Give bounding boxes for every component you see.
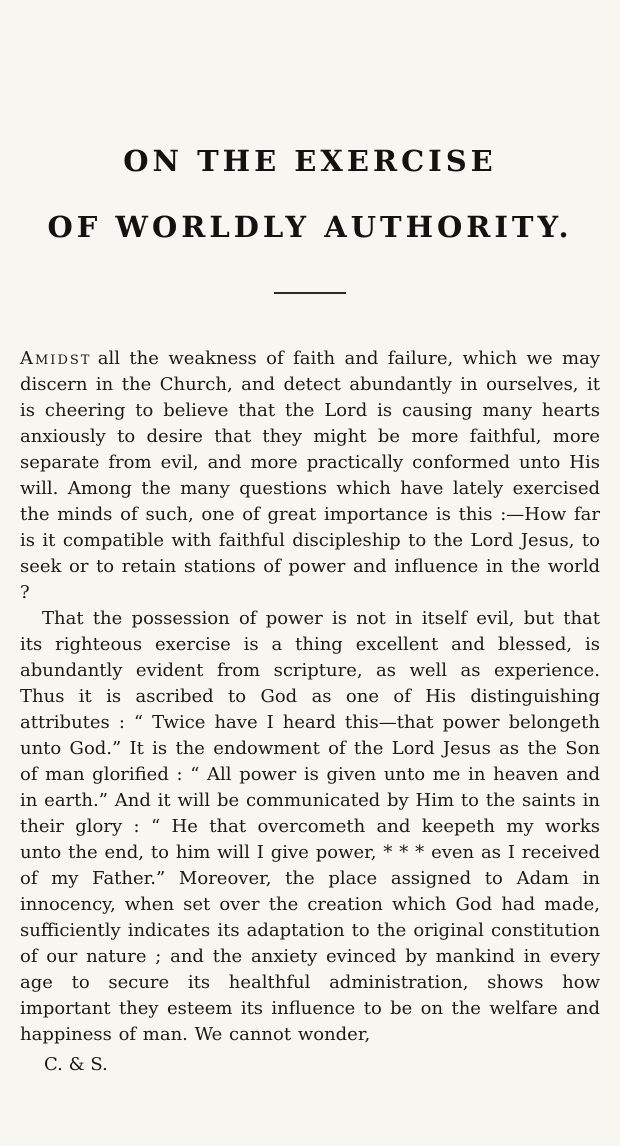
paragraph-text: That the possession of power is not in itself evil, but that its righteous exercise is a thing excellent and blessed, is abundantly evident from scripture, as well as experience. Thus it is ascribed to God as one of His distinguishing attributes : “ Twice have I heard this—that power belongeth unto God.” It is the endowment of the Lord Jesus as the Son of man glorified : “ All power is given unto me in heaven and in earth.” And it will be communicated by Him to the saints in their glory : “ He that overcometh and keepeth my works unto the end, to him will I give power, * * * even as I received of my Father.” Moreover, the place assigned to Adam in innocency, when set over the creation which God had made, sufficiently indicates its adaptation to the original constitution of our nature ; and the anxiety evinced by mankind in every age to secure its healthful administration, shows how important they esteem its influence to be on the welfare and happiness of man. We cannot wonder,: [20, 608, 600, 1045]
title-divider: [274, 292, 346, 294]
signature-footer: C. & S.: [44, 1054, 108, 1075]
paragraph: [20, 346, 600, 606]
title-line-1: ON THE EXERCISE: [123, 144, 497, 178]
title-line-2: OF WORLDLY AUTHORITY.: [47, 210, 573, 244]
paragraph: [20, 606, 600, 1048]
body-text: [20, 346, 600, 1048]
page-title: [20, 128, 600, 260]
lead-word: Amidst: [20, 348, 92, 369]
paragraph-text: all the weakness of faith and failure, which we may discern in the Church, and detect abundantly in ourselves, it is cheering to believe that the Lord is causing many hearts anxiously to desire that they might be more faithful, more separate from evil, and more practically conformed unto His will. Among the many questions which have lately exercised the minds of such, one of great importance is this :—How far is it compatible with faithful discipleship to the Lord Jesus, to seek or to retain stations of power and influence in the world ?: [20, 348, 600, 603]
